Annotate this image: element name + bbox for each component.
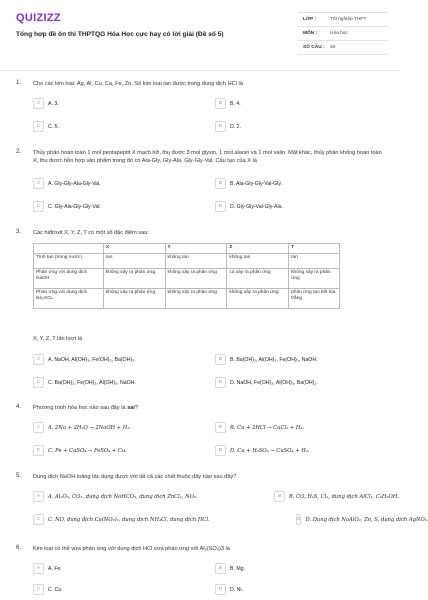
table-cell: tan	[103, 254, 165, 269]
option-d[interactable]	[215, 120, 241, 133]
option-letter: B	[215, 563, 226, 574]
table-cell: không tan	[165, 254, 227, 269]
meta-row-class	[298, 13, 388, 27]
option-d[interactable]	[215, 444, 309, 457]
option-letter: C	[33, 514, 44, 525]
option-text: B. Ba(OH)₂, Al(OH)₃, Fe(OH)₃, NaOH.	[230, 356, 318, 363]
option-text: A. Gly-Gly-Ala-Gly-Val.	[48, 180, 101, 187]
option-d[interactable]	[215, 200, 283, 213]
table-header-cell: T	[289, 244, 340, 254]
question-number: 3.	[16, 229, 22, 235]
table-cell: không xảy ra phản ứng	[165, 269, 227, 289]
table-cell: không xảy ra phản ứng	[103, 269, 165, 289]
option-letter: A	[33, 491, 44, 502]
option-letter: A	[33, 98, 44, 109]
option-letter: A	[33, 422, 44, 433]
option-text: D. Cu + H₂SO₄ → CuSO₄ + H₂.	[230, 447, 310, 454]
option-text: C. 5.	[48, 123, 59, 130]
option-text: A. 3.	[48, 100, 59, 107]
table-header-cell	[34, 244, 104, 254]
option-letter: C	[33, 584, 44, 595]
meta-info-box	[298, 12, 388, 55]
option-text: D. 2.	[230, 123, 241, 130]
option-text: A. 2Na + 2H₂O → 2NaOH + H₂.	[48, 424, 132, 431]
table-cell: phản ứng tạo kết tủa trắng	[289, 289, 340, 309]
option-a[interactable]	[33, 177, 101, 190]
option-letter: B	[215, 422, 226, 433]
option-letter: A	[33, 178, 44, 189]
option-letter: D	[215, 584, 226, 595]
option-letter: C	[33, 121, 44, 132]
option-letter: B	[215, 354, 226, 365]
table-cell: Phản ứng với dung dịch Na₂SO₄	[34, 289, 104, 309]
meta-row-count	[298, 41, 388, 55]
option-a[interactable]	[33, 97, 59, 110]
question-text: Dung dịch NaOH loãng tác dụng được với tất cả các chất thuộc dãy nào sau đây?	[33, 474, 237, 480]
quizizz-logo: QUIZIZZ	[16, 12, 61, 24]
option-text: B. Mg.	[230, 565, 245, 572]
option-text: D. NaOH, Fe(OH)₃, Al(OH)₃, Ba(OH)₂.	[230, 379, 318, 386]
question-number: 6.	[16, 545, 22, 551]
option-text: B. 4.	[230, 100, 241, 107]
table-cell: có xảy ra phản ứng	[227, 269, 289, 289]
option-text: B. Ala-Gly-Gly-Val-Gly.	[230, 180, 282, 187]
option-c[interactable]	[33, 513, 210, 526]
option-b[interactable]	[215, 421, 304, 434]
properties-table	[33, 243, 340, 309]
option-letter: B	[274, 491, 285, 502]
option-letter: C	[33, 377, 44, 388]
table-row	[34, 269, 340, 289]
option-d[interactable]	[296, 513, 428, 526]
option-text: D. Ni.	[230, 586, 243, 593]
option-letter: A	[33, 354, 44, 365]
table-row	[34, 289, 340, 309]
meta-key: SỐ CÂU :	[303, 45, 325, 50]
option-text: D. Gly-Gly-Val-Gly-Ala.	[230, 203, 283, 210]
option-text: C. Gly-Ala-Gly-Gly-Val.	[48, 203, 101, 210]
option-a[interactable]	[33, 562, 62, 575]
table-cell: không xảy ra phản ứng	[165, 289, 227, 309]
option-b[interactable]	[215, 177, 282, 190]
option-b[interactable]	[274, 490, 400, 503]
meta-value: Tốt nghiệp THPT	[330, 17, 367, 22]
option-letter: B	[215, 98, 226, 109]
option-d[interactable]	[215, 376, 318, 389]
option-letter: C	[33, 201, 44, 212]
table-header-row	[34, 244, 340, 254]
option-letter: C	[33, 445, 44, 456]
option-b[interactable]	[215, 353, 318, 366]
option-a[interactable]	[33, 490, 198, 503]
option-text: A. NaOH, Al(OH)₃, Fe(OH)₃, Ba(OH)₂.	[48, 356, 136, 363]
option-letter: D	[215, 201, 226, 212]
option-letter: D	[215, 377, 226, 388]
question-number: 1.	[16, 80, 22, 86]
question-number: 4.	[16, 404, 22, 410]
meta-value: Hóa học	[330, 31, 348, 36]
option-letter: B	[215, 178, 226, 189]
question-text	[33, 404, 388, 412]
question-followup: X, Y, Z, T lần lượt là	[33, 336, 83, 342]
option-c[interactable]	[33, 444, 127, 457]
option-letter: A	[33, 563, 44, 574]
option-a[interactable]	[33, 421, 131, 434]
option-b[interactable]	[215, 562, 245, 575]
document-title: Tổng hợp đề ôn thi THPTQG Hóa Học cực hay có lời giải (Đề số 5)	[16, 31, 224, 38]
option-d[interactable]	[215, 583, 243, 596]
option-text: C. Cu.	[48, 586, 63, 593]
question-text-part: ?	[134, 405, 139, 411]
table-header-cell: Y	[165, 244, 227, 254]
option-letter: D	[296, 514, 301, 525]
option-text: C. NO, dung dịch Ca(NO₃)₂, dung dịch NH₄Cl, dung dịch HCl.	[48, 516, 210, 523]
option-c[interactable]	[33, 583, 63, 596]
question-number: 2.	[16, 149, 22, 155]
option-text: A. Fe.	[48, 565, 62, 572]
meta-row-subject	[298, 27, 388, 41]
meta-key: LỚP :	[303, 17, 317, 22]
header-divider	[0, 70, 400, 71]
option-c[interactable]	[33, 200, 101, 213]
table-header-cell: Z	[227, 244, 289, 254]
option-c[interactable]	[33, 120, 59, 133]
option-letter: D	[215, 121, 226, 132]
option-text: A. Al₂O₃, CO₂, dung dịch NaHCO₃, dung dịch ZnCl₂, NO₂.	[48, 493, 198, 500]
question-text: Kim loại có thể vừa phản ứng với dung dịch HCl vừa phản ứng với Al₂(SO₄)3 là	[33, 546, 230, 552]
table-cell: Phản ứng với dung dịch NaOH	[34, 269, 104, 289]
table-cell: không tan	[227, 254, 289, 269]
option-text: C. Ba(OH)₂, Fe(OH)₃, Al(OH)₃, NaOH.	[48, 379, 136, 386]
option-text: D. Dung dịch NaAlO₂, Zn, S, dung dịch AgNO₃.	[305, 516, 428, 523]
table-header-cell: X	[103, 244, 165, 254]
page-header	[0, 0, 400, 64]
question-text-part: Phương trình hóa học nào sau đây là	[33, 405, 128, 411]
table-cell: không xảy ra phản ứng	[289, 269, 340, 289]
table-cell: không xảy ra phản ứng	[227, 289, 289, 309]
option-letter: D	[215, 445, 226, 456]
table-cell: tan	[289, 254, 340, 269]
option-text: B. Cu + 2HCl → CuCl₂ + H₂.	[230, 424, 305, 431]
question-number: 5.	[16, 473, 22, 479]
table-row	[34, 254, 340, 269]
meta-key: MÔN :	[303, 31, 318, 36]
option-c[interactable]	[33, 376, 136, 389]
option-text: B. CO, H₂S, Cl₂, dung dịch AlCl₃, C₆H₅OH.	[289, 493, 399, 500]
table-cell: Tính tan (trong nước)	[34, 254, 104, 269]
option-text: C. Fe + CuSO₄ → FeSO₄ + Cu.	[48, 447, 127, 454]
question-text: Cho các kim loại: Ag, Al, Cu, Ca, Fe, Zn. Số kim loại tan được trong dung dịch HCl là	[33, 81, 243, 87]
option-a[interactable]	[33, 353, 136, 366]
question-text: Các hiđroxit X, Y, Z, T có một số đặc điểm sau:	[33, 230, 149, 236]
meta-value: 40	[330, 45, 336, 50]
option-b[interactable]	[215, 97, 241, 110]
table-cell: không xảy ra phản ứng	[103, 289, 165, 309]
question-text-emphasis: sai	[127, 405, 135, 411]
question-text: Thủy phân hoàn toàn 1 mol pentapeptit X mạch hở, thu được 3 mol glyxin, 1 mol alanin và 1 mol valin. Mặt khác, thủy phân không hoàn toàn X, thu được hỗn hợp sản phẩm trong đó có Ala-Gly, Gly-Ala, Gly-Gly-Val. Cấu tạo của X là	[33, 150, 382, 164]
